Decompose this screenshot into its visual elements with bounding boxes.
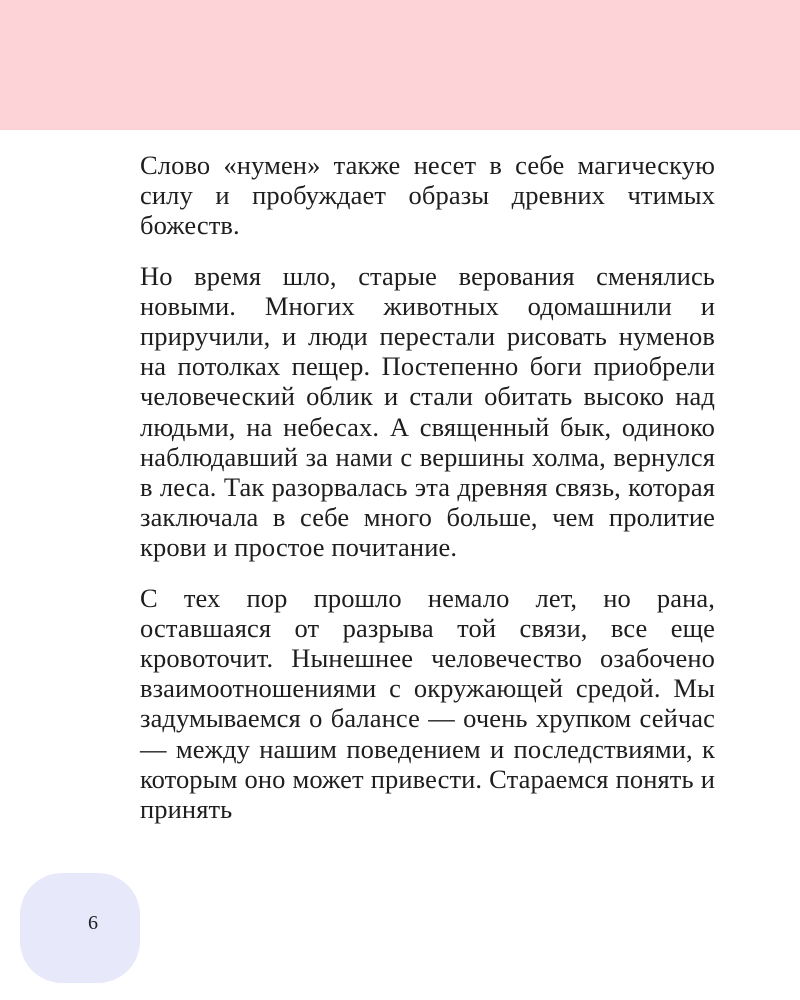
- paragraph-3: С тех пор прошло немало лет, но рана, оставшаяся от разрыва той связи, все еще кровоточит. Нынешнее человечество озабочено взаимоотношениями с окружающей средой. Мы задумываемся о балансе — очень хрупком сейчас — между нашим поведением и последствиями, к которым оно может привести. Стараемся понять и принять: [140, 582, 715, 825]
- page-number: 6: [88, 912, 98, 934]
- paragraph-1: Слово «нумен» также несет в себе магическую силу и пробуждает образы древних чтимых божеств.: [140, 150, 715, 241]
- top-color-band: [0, 0, 800, 130]
- text-column: [140, 150, 715, 844]
- paragraph-2: Но время шло, старые верования сменялись новыми. Многих животных одомашнили и приручили, и люди перестали рисовать нуменов на потолках пещер. Постепенно боги приобрели человеческий облик и стали обитать высоко над людьми, на небесах. А священный бык, одиноко наблюдавший за нами с вершины холма, вернулся в леса. Так разорвалась эта древняя связь, которая заключала в себе много больше, чем пролитие крови и простое почитание.: [140, 260, 715, 563]
- page-number-badge: [20, 873, 140, 983]
